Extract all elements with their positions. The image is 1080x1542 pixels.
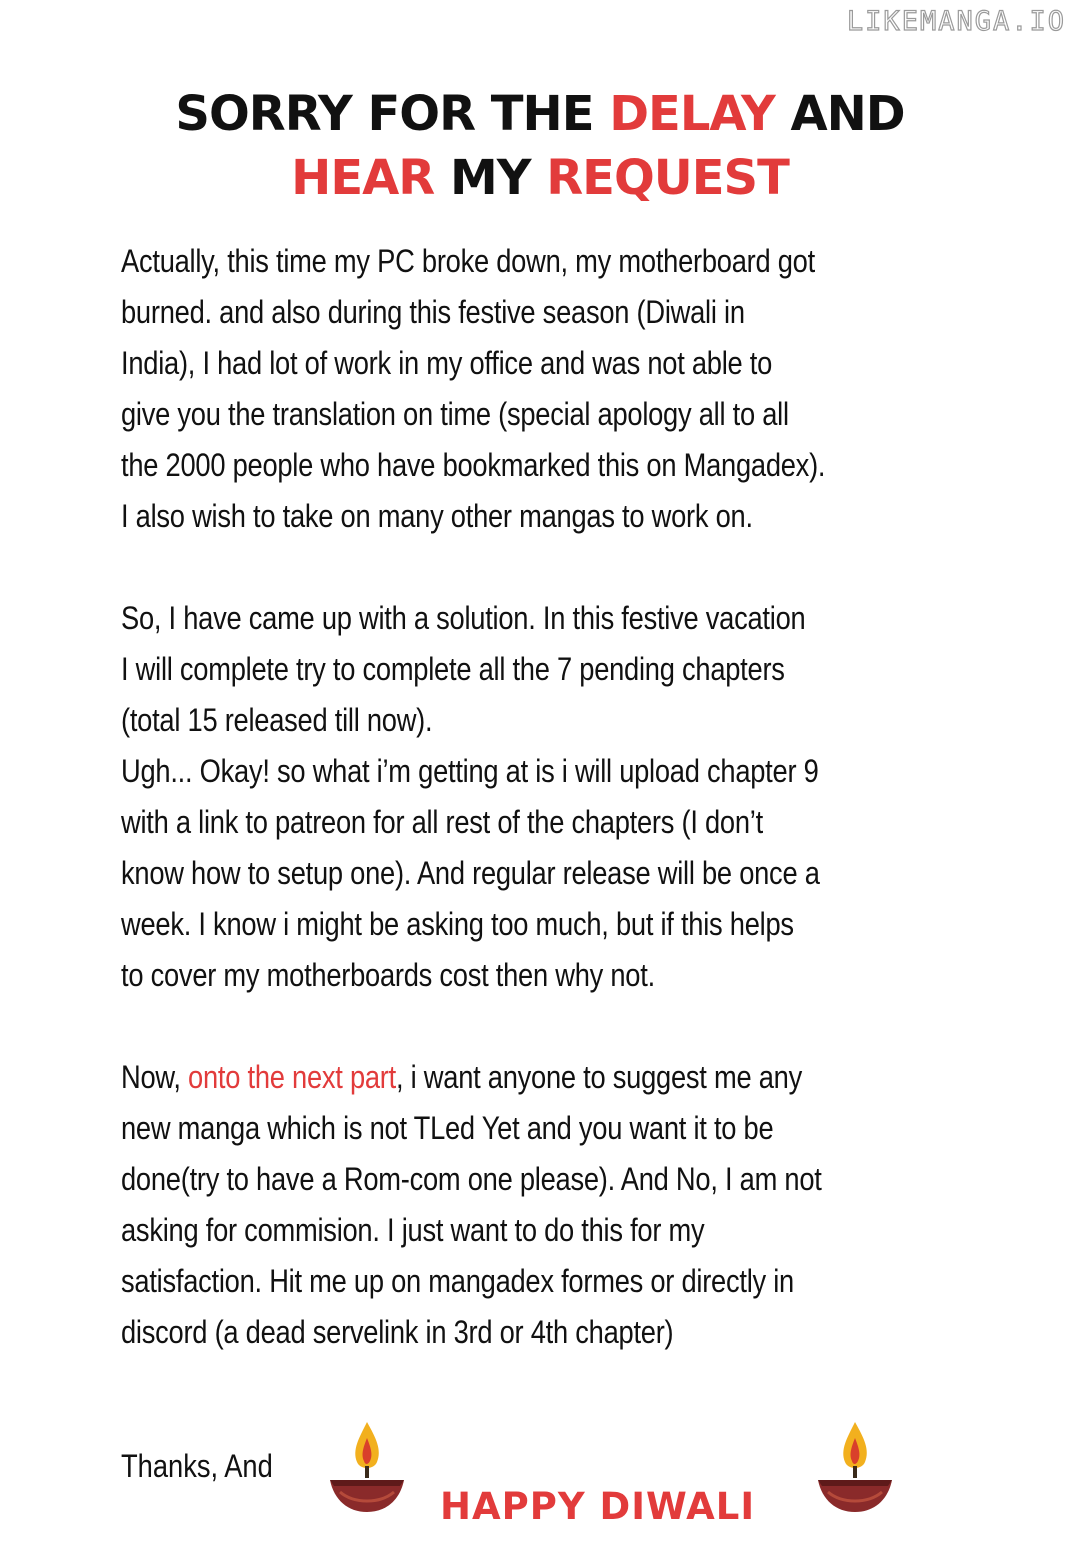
- signoff-text: Thanks, And: [121, 1448, 273, 1484]
- text-line: I also wish to take on many other mangas to work on.: [121, 498, 753, 534]
- text-line: I will complete try to complete all the 7 pending chapters: [121, 651, 785, 687]
- text-line: Ugh... Okay! so what i’m getting at is i will upload chapter 9: [121, 753, 819, 789]
- title-highlight-delay: DELAY: [609, 86, 775, 142]
- title-highlight-hear: HEAR: [291, 150, 435, 206]
- text-line: give you the translation on time (special apology all to all: [121, 396, 789, 432]
- highlight-next-part: onto the next part: [188, 1059, 396, 1095]
- text-line: So, I have came up with a solution. In this festive vacation: [121, 600, 806, 636]
- text-line: to cover my motherboards cost then why not.: [121, 957, 655, 993]
- text-line: week. I know i might be asking too much, but if this helps: [121, 906, 794, 942]
- text-line: discord (a dead servelink in 3rd or 4th chapter): [121, 1314, 674, 1350]
- title-highlight-request: REQUEST: [546, 150, 789, 206]
- text-line: India), I had lot of work in my office and was not able to: [121, 345, 773, 381]
- text-line: done(try to have a Rom-com one please). And No, I am not: [121, 1161, 822, 1197]
- text-line: burned. and also during this festive season (Diwali in: [121, 294, 745, 330]
- paragraph-gap: [121, 1001, 869, 1052]
- paragraph-solution: [121, 593, 869, 1001]
- text-line: asking for commision. I just want to do this for my: [121, 1212, 705, 1248]
- paragraph-apology: [121, 236, 869, 542]
- letter-body: [121, 236, 869, 1358]
- happy-diwali-greeting: HAPPY DIWALI: [440, 1485, 756, 1528]
- page-title: [0, 82, 1080, 210]
- text-line: Now, onto the next part, i want anyone to suggest me any: [121, 1059, 802, 1095]
- text-line: Actually, this time my PC broke down, my motherboard got: [121, 243, 815, 279]
- text-line: (total 15 released till now).: [121, 702, 433, 738]
- diya-lamp-icon: [814, 1418, 896, 1522]
- title-line-2: HEAR MY REQUEST: [291, 150, 789, 206]
- diya-lamp-icon: [326, 1418, 408, 1522]
- paragraph-gap: [121, 542, 869, 593]
- paragraph-request: [121, 1052, 869, 1358]
- title-line-1: SORRY FOR THE DELAY AND: [175, 86, 905, 142]
- text-line: know how to setup one). And regular release will be once a: [121, 855, 820, 891]
- text-line: new manga which is not TLed Yet and you want it to be: [121, 1110, 774, 1146]
- watermark: LIKEMANGA.IO: [846, 6, 1066, 37]
- text-line: with a link to patreon for all rest of the chapters (I don’t: [121, 804, 763, 840]
- text-line: satisfaction. Hit me up on mangadex formes or directly in: [121, 1263, 794, 1299]
- text-line: the 2000 people who have bookmarked this on Mangadex).: [121, 447, 826, 483]
